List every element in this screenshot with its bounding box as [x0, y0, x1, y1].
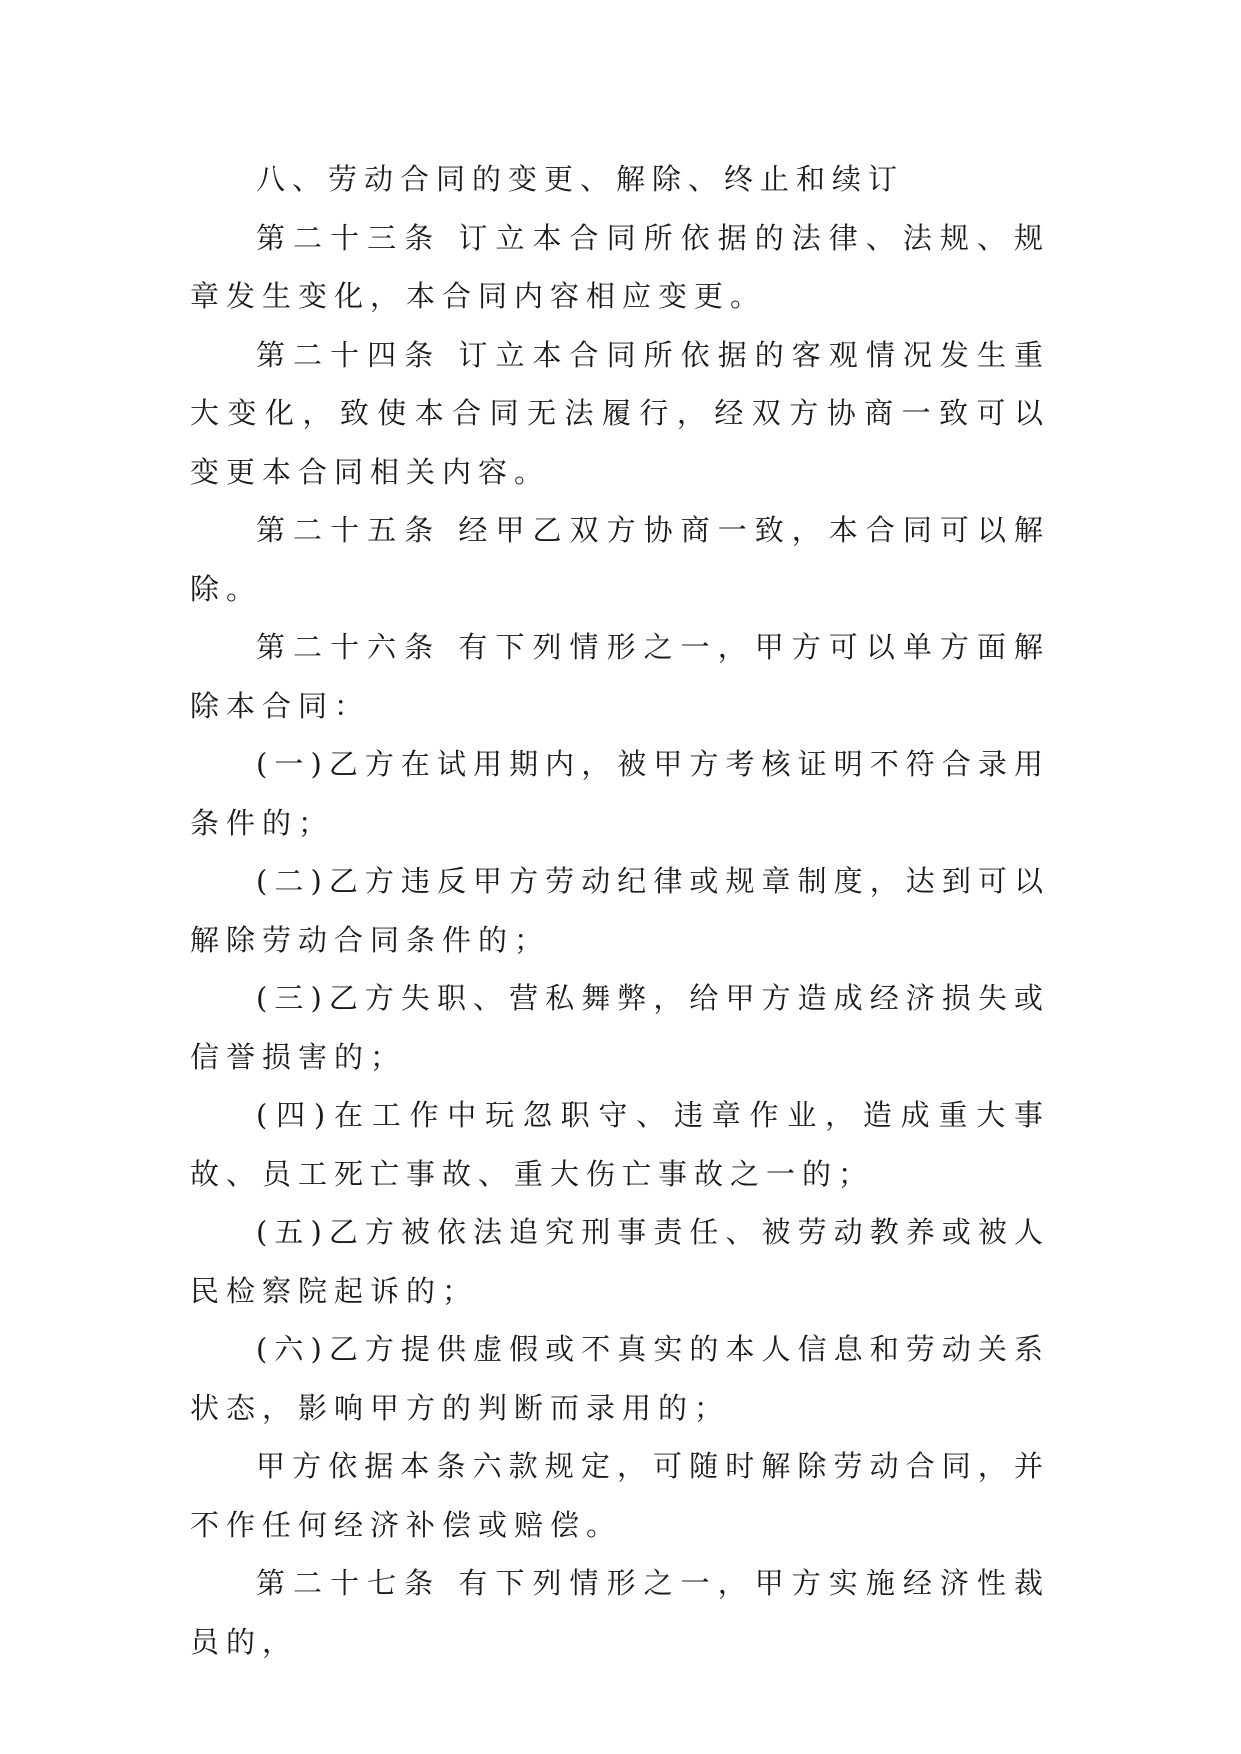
article-23: 第二十三条 订立本合同所依据的法律、法规、规章发生变化，本合同内容相应变更。 [190, 220, 1050, 313]
article-26-item-2: (二)乙方违反甲方劳动纪律或规章制度，达到可以解除劳动合同条件的； [190, 864, 1050, 957]
article-27: 第二十七条 有下列情形之一，甲方实施经济性裁员的， [190, 1566, 1050, 1659]
article-26-item-1: (一)乙方在试用期内，被甲方考核证明不符合录用条件的； [190, 747, 1050, 840]
article-26-item-5: (五)乙方被依法追究刑事责任、被劳动教养或被人民检察院起诉的； [190, 1215, 1050, 1308]
document-body [190, 150, 1050, 1671]
article-24: 第二十四条 订立本合同所依据的客观情况发生重大变化，致使本合同无法履行，经双方协商一致可以变更本合同相关内容。 [190, 337, 1050, 489]
article-26-item-6: (六)乙方提供虚假或不真实的本人信息和劳动关系状态，影响甲方的判断而录用的； [190, 1332, 1050, 1425]
article-26-note: 甲方依据本条六款规定，可随时解除劳动合同，并不作任何经济补偿或赔偿。 [190, 1449, 1050, 1542]
article-26: 第二十六条 有下列情形之一，甲方可以单方面解除本合同： [190, 630, 1050, 723]
section-heading: 八、劳动合同的变更、解除、终止和续订 [256, 162, 905, 196]
article-26-item-4: (四)在工作中玩忽职守、违章作业，造成重大事故、员工死亡事故、重大伤亡事故之一的； [190, 1098, 1050, 1191]
article-26-item-3: (三)乙方失职、营私舞弊，给甲方造成经济损失或信誉损害的； [190, 981, 1050, 1074]
article-25: 第二十五条 经甲乙双方协商一致，本合同可以解除。 [190, 513, 1050, 606]
